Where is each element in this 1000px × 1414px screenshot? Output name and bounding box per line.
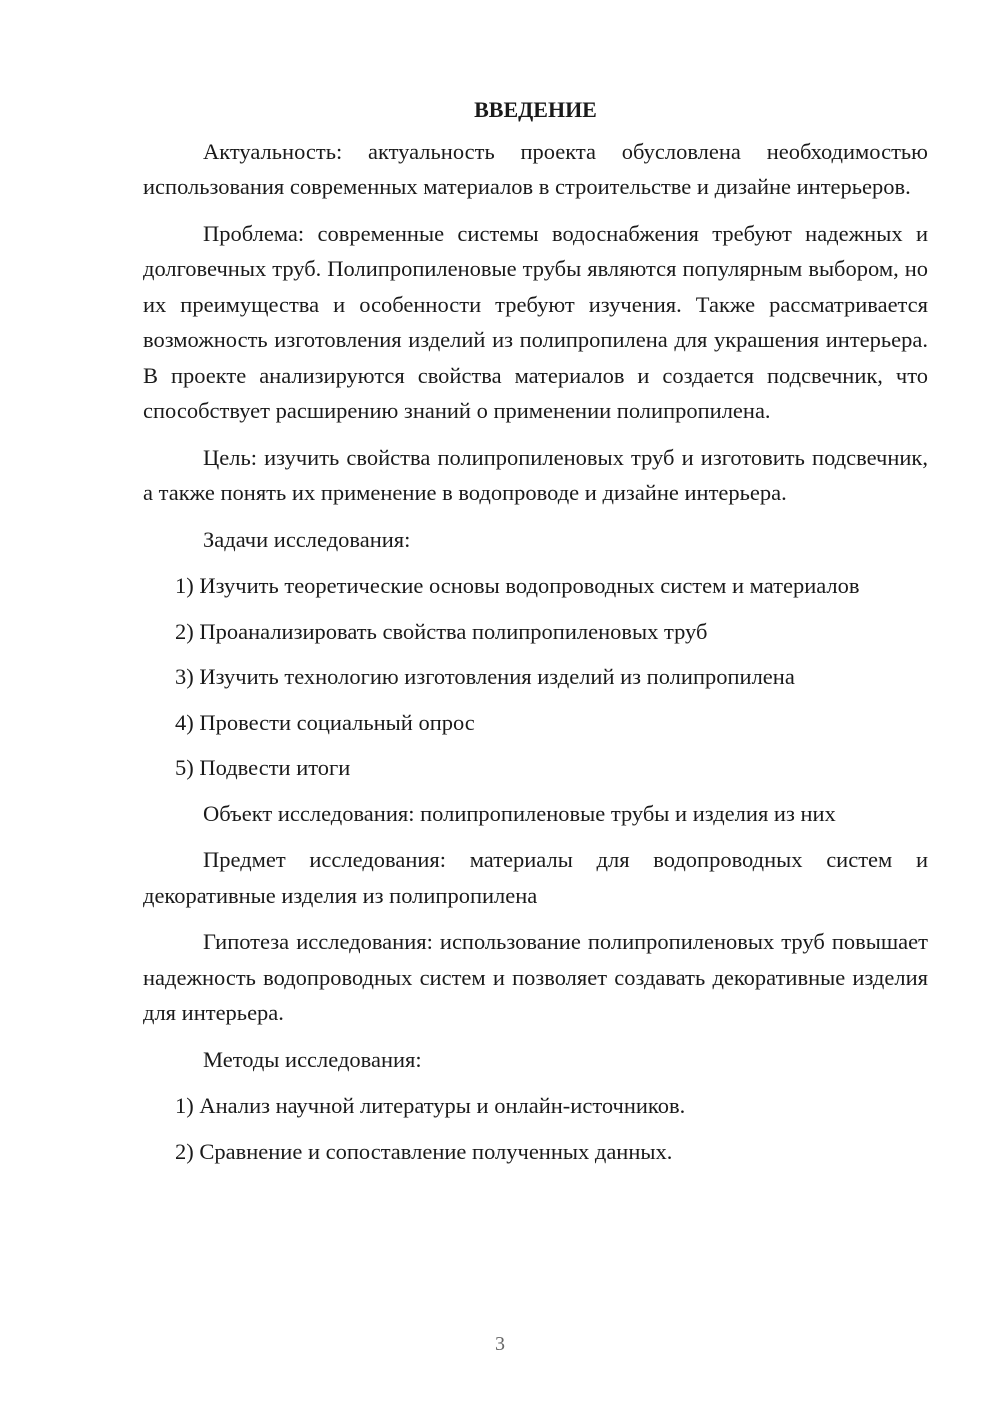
page-content [143,92,928,1179]
relevance-paragraph: Актуальность: актуальность проекта обусловлена необходимостью использования современных материалов в строительстве и дизайне интерьеров. [143,138,928,199]
goal-paragraph: Цель: изучить свойства полипропиленовых труб и изготовить подсвечник, а также понять их применение в водопроводе и дизайне интерьера. [143,444,928,505]
object-paragraph: Объект исследования: полипропиленовые трубы и изделия из них [203,800,836,826]
problem-paragraph: Проблема: современные системы водоснабжения требуют надежных и долговечных труб. Полипропиленовые трубы являются популярным выбором, но их преимущества и особенности требуют изучения. Также рассматривается возможность изготовления изделий из полипропилена для украшения интерьера. В проекте анализируются свойства материалов и создается подсвечник, что способствует расширению знаний о применении полипропилена. [143,220,928,423]
task-item: 1) Изучить теоретические основы водопроводных систем и материалов [175,573,860,598]
task-item: 5) Подвести итоги [175,755,351,780]
task-item: 4) Провести социальный опрос [175,709,475,735]
page-number: 3 [495,1333,505,1355]
hypothesis-paragraph: Гипотеза исследования: использование полипропиленовых труб повышает надежность водопроводных систем и позволяет создавать декоративные изделия для интерьера. [143,929,928,1025]
task-item: 3) Изучить технологию изготовления изделий из полипропилена [175,664,795,689]
tasks-heading: Задачи исследования: [203,526,411,552]
methods-heading: Методы исследования: [203,1046,422,1072]
method-item: 1) Анализ научной литературы и онлайн-источников. [175,1093,686,1118]
page-title: ВВЕДЕНИЕ [474,97,597,122]
method-item: 2) Сравнение и сопоставление полученных данных. [175,1138,673,1164]
task-item: 2) Проанализировать свойства полипропиленовых труб [175,618,708,644]
subject-paragraph: Предмет исследования: материалы для водопроводных систем и декоративные изделия из полипропилена [143,847,928,908]
